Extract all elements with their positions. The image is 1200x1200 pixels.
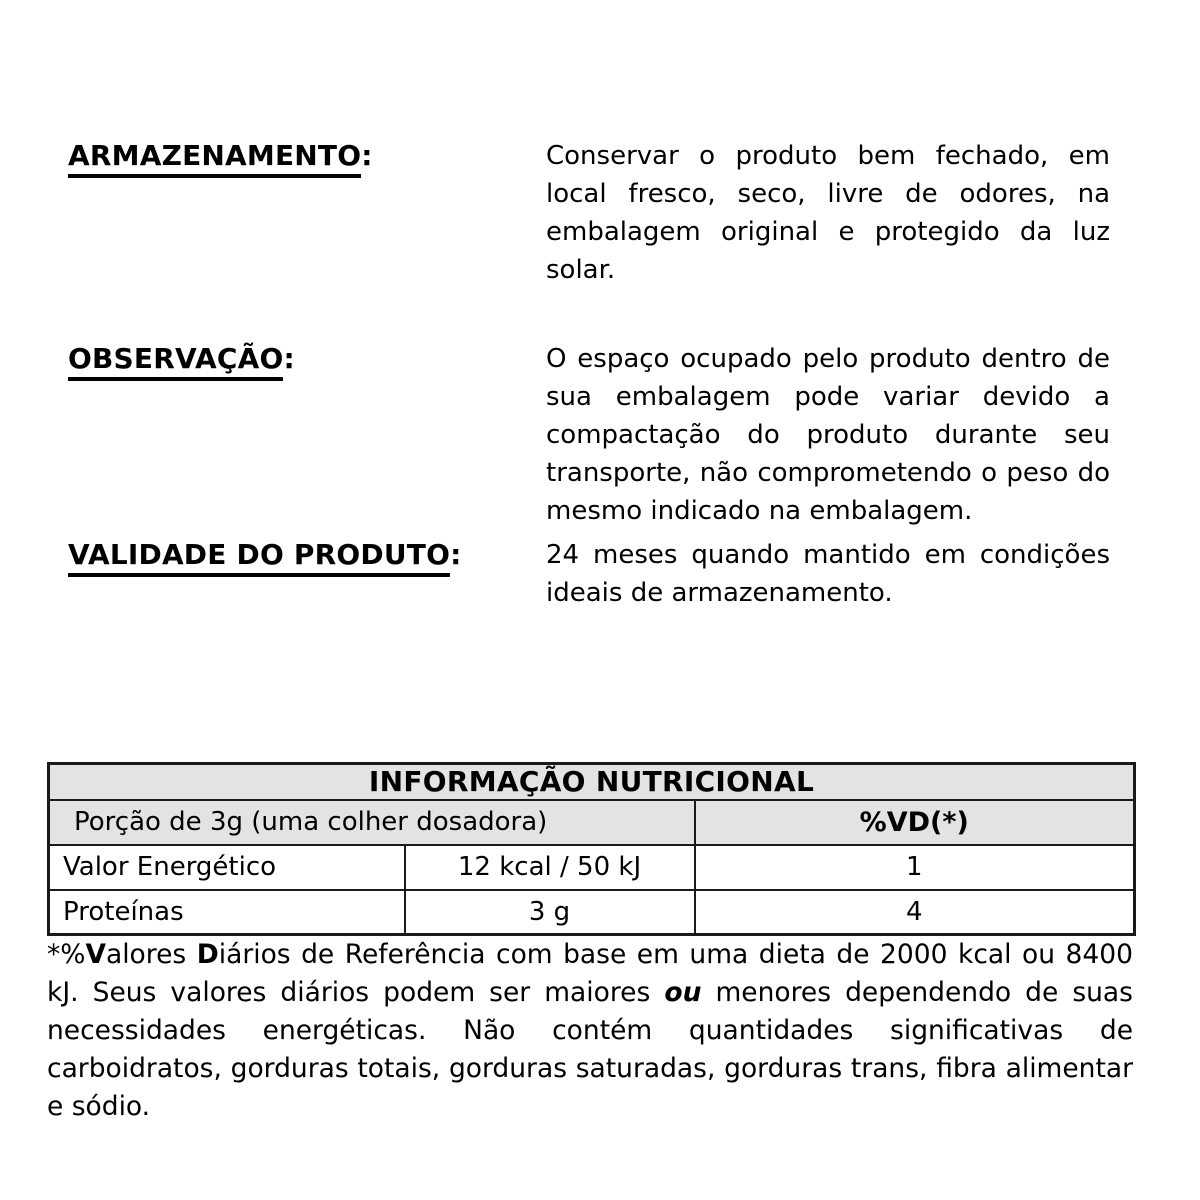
section-label-text: VALIDADE DO PRODUTO (68, 538, 450, 577)
footnote-segment: *% (47, 939, 86, 970)
section-label-armazenamento (68, 137, 546, 175)
section-armazenamento (68, 137, 1110, 289)
footnote-segment-bold: V (85, 939, 106, 970)
nutrient-vd-cell: 1 (695, 845, 1135, 890)
nutrient-value-cell: 3 g (405, 890, 695, 935)
footnote-segment-bold-italic: ou (664, 977, 702, 1008)
section-body-observacao: O espaço ocupado pelo produto dentro de sua embalagem pode variar devido a compactação do produto durante seu transporte, não comprometendo o peso do mesmo indicado na embalagem. (546, 344, 1110, 526)
nutrient-value-cell: 12 kcal / 50 kJ (405, 845, 695, 890)
section-label-observacao (68, 340, 546, 378)
section-observacao (68, 340, 1110, 530)
section-label-colon: : (450, 538, 462, 571)
section-label-text: OBSERVAÇÃO (68, 342, 283, 381)
nutrition-table-title: INFORMAÇÃO NUTRICIONAL (49, 764, 1135, 800)
table-row-valor-energetico (49, 845, 1135, 890)
nutrient-name-cell: Proteínas (49, 890, 405, 935)
vd-header-cell: %VD(*) (695, 800, 1135, 845)
section-label-colon: : (361, 139, 373, 172)
table-row-proteinas (49, 890, 1135, 935)
footnote-segment: menores dependendo de suas necessidades energéticas. Não contém quantidades significativas de carboidratos, gorduras totais, gorduras saturadas, gorduras trans, fibra alimentar e sódio. (47, 977, 1133, 1122)
portion-header-cell: Porção de 3g (uma colher dosadora) (49, 800, 695, 845)
section-label-text: ARMAZENAMENTO (68, 139, 361, 178)
nutrient-vd-cell: 4 (695, 890, 1135, 935)
nutrition-table-title-row (49, 764, 1135, 800)
section-label-colon: : (283, 342, 295, 375)
section-body-armazenamento: Conservar o produto bem fechado, em local fresco, seco, livre de odores, na embalagem original e protegido da luz solar. (546, 141, 1110, 285)
section-body-validade: 24 meses quando mantido em condições ideais de armazenamento. (546, 540, 1110, 608)
nutrition-table-header-row (49, 800, 1135, 845)
footnote-segment: alores (105, 939, 197, 970)
footnote-segment: iários de Referência com base em uma dieta de 2000 kcal ou 8400 kJ. Seus valores diários podem ser maiores (47, 939, 1133, 1008)
section-label-validade (68, 536, 546, 574)
daily-values-footnote (47, 936, 1133, 1126)
footnote-segment-bold: D (196, 939, 219, 970)
section-validade (68, 536, 1110, 612)
nutrition-table (47, 762, 1136, 936)
nutrient-name-cell: Valor Energético (49, 845, 405, 890)
